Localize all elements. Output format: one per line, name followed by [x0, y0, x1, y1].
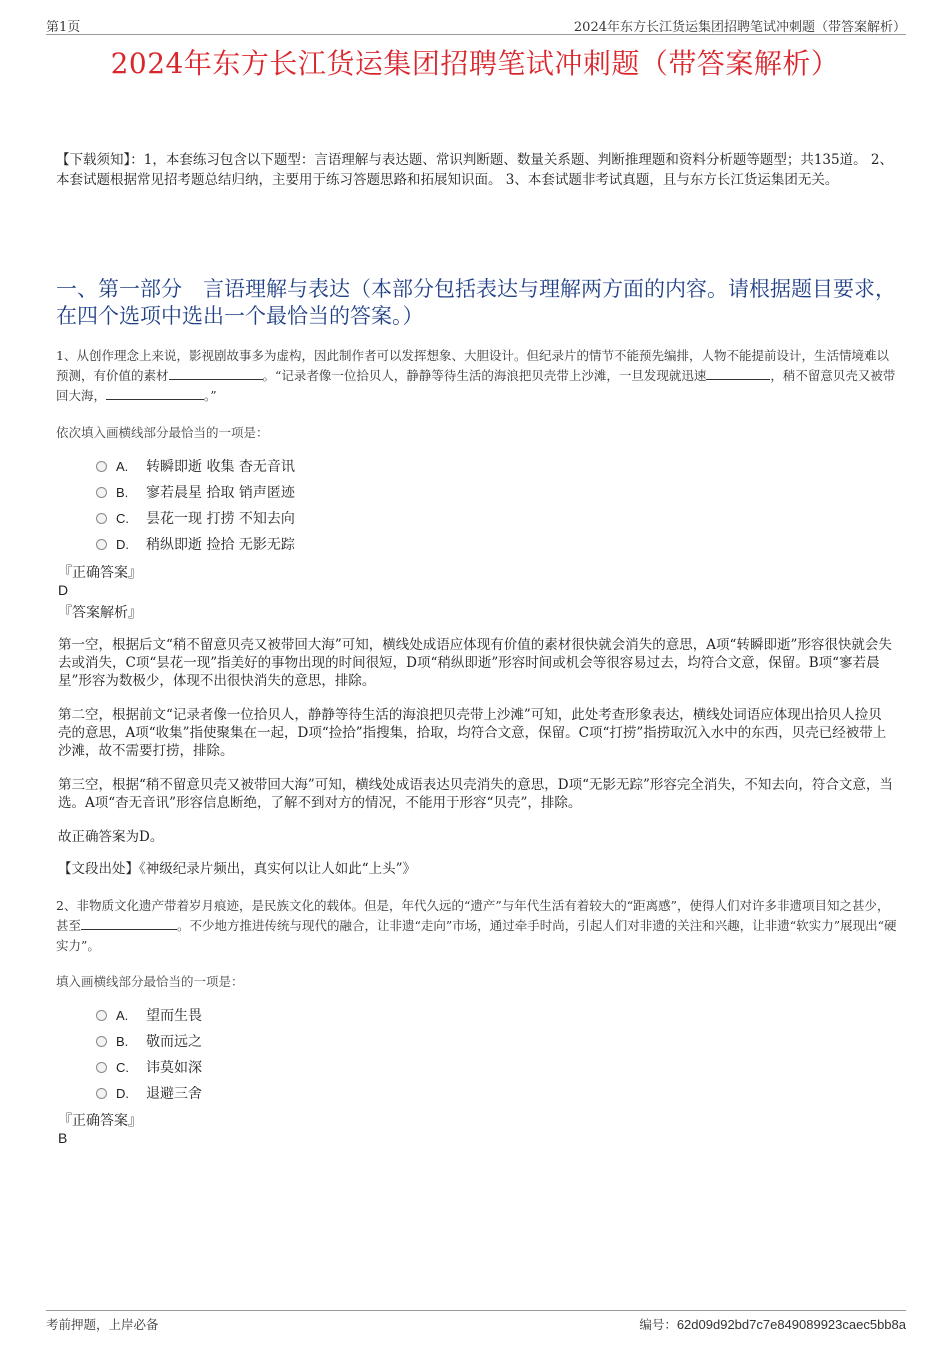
code-label: 编号：	[639, 1317, 677, 1332]
q1-text-part-4: 。”	[204, 388, 217, 403]
radio-button[interactable]	[96, 1036, 107, 1047]
analysis-paragraph-1: 第一空，根据后文“稍不留意贝壳又被带回大海”可知，横线处成语应体现有价值的素材很快就会消失的意思，A项“转瞬即逝”形容很快就会失去或消失，C项“昙花一现”指美好的事物出现的时间很短，D项“稍纵即逝”形容时间或机会等很容易过去，均符合文意，保留。B项“寥若晨星”形容为数极少，体现不出很快消失的意思，排除。	[58, 637, 892, 689]
fill-blank-2	[706, 366, 770, 380]
document-title: 2024年东方长江货运集团招聘笔试冲刺题（带答案解析）	[110, 47, 840, 80]
q1-option-d[interactable]: D. 稍纵即逝 捡拾 无影无踪	[96, 534, 295, 554]
question-1-stem	[56, 346, 900, 406]
radio-button[interactable]	[96, 1062, 107, 1073]
q1-answer-label: 『正确答案』	[58, 565, 142, 581]
question-2-stem	[56, 896, 900, 956]
q2-answer: B	[58, 1130, 68, 1146]
q2-option-c[interactable]: C. 讳莫如深	[96, 1057, 202, 1077]
q2-option-d[interactable]: D. 退避三舍	[96, 1083, 202, 1103]
q2-option-a[interactable]: A. 望而生畏	[96, 1005, 202, 1025]
section-heading: 一、第一部分 言语理解与表达（本部分包括表达与理解两方面的内容。请根据题目要求，在四个选项中选出一个最恰当的答案。）	[56, 277, 896, 328]
q1-answer: D	[58, 582, 69, 598]
q1-option-c[interactable]: C. 昙花一现 打捞 不知去向	[96, 508, 295, 528]
page-number: 第1页	[46, 20, 81, 35]
radio-button[interactable]	[96, 513, 107, 524]
q2-instruction: 填入画横线部分最恰当的一项是：	[56, 974, 244, 989]
analysis-conclusion: 故正确答案为D。	[58, 829, 164, 845]
fill-blank	[81, 916, 177, 930]
radio-button[interactable]	[96, 539, 107, 550]
code-value: 62d09d92bd7c7e849089923caec5bb8a	[676, 1317, 906, 1332]
radio-button[interactable]	[96, 487, 107, 498]
source-citation: 【文段出处】《神级纪录片频出，真实何以让人如此“上头”》	[58, 861, 417, 877]
page-header	[46, 14, 906, 35]
radio-button[interactable]	[96, 1010, 107, 1021]
q2-option-b[interactable]: B. 敬而远之	[96, 1031, 202, 1051]
q1-instruction: 依次填入画横线部分最恰当的一项是：	[56, 425, 269, 440]
q1-analysis-label: 『答案解析』	[58, 605, 142, 621]
q1-text-part-2: 。“记录者像一位拾贝人，静静等待生活的海浪把贝壳带上沙滩，一旦发现就迅速	[262, 368, 707, 383]
analysis-paragraph-2: 第二空，根据前文“记录者像一位拾贝人，静静等待生活的海浪把贝壳带上沙滩”可知，此处考查形象表达，横线处词语应体现出拾贝人捡贝壳的意思，A项“收集”指使聚集在一起，D项“捡拾”指搜集，拾取，均符合文意，保留。C项“打捞”指捞取沉入水中的东西，贝壳已经被带上沙滩，故不需要打捞，排除。	[58, 707, 887, 759]
download-notice: 【下载须知】：1，本套练习包含以下题型：言语理解与表达题、常识判断题、数量关系题、判断推理题和资料分析题等题型；共135道。 2、本套试题根据常见招考题总结归纳，主要用于练习答题思路和拓展知识面。 3、本套试题非考试真题，且与东方长江货运集团无关。	[56, 152, 893, 188]
q2-text-part-2: 。不少地方推进传统与现代的融合，让非遗“走向”市场，通过牵手时尚，引起人们对非遗的关注和兴趣，让非遗“软实力”展现出“硬实力”。	[56, 918, 897, 953]
radio-button[interactable]	[96, 1088, 107, 1099]
header-doc-title: 2024年东方长江货运集团招聘笔试冲刺题（带答案解析）	[573, 20, 906, 35]
q1-text-part-1: 1、从创作理念上来说，影视剧故事多为虚构，因此制作者可以发挥想象、大胆设计。但纪录片的情节不能预先编排，人物不能提前设计，生活情境难以预测，有价值的素材	[56, 348, 889, 383]
fill-blank-1	[169, 366, 263, 380]
analysis-paragraph-3: 第三空，根据“稍不留意贝壳又被带回大海”可知，横线处成语表达贝壳消失的意思，D项“无影无踪”形容完全消失，不知去向，符合文意，当选。A项“杳无音讯”形容信息断绝，了解不到对方的情况，不能用于形容“贝壳”，排除。	[58, 777, 893, 811]
q2-answer-label: 『正确答案』	[58, 1113, 142, 1129]
footer-document-code	[639, 1315, 906, 1333]
radio-button[interactable]	[96, 461, 107, 472]
fill-blank-3	[106, 386, 204, 400]
q1-text-part-3: ，稍不留意贝壳又被带回大海，	[56, 368, 896, 403]
page-footer	[46, 1310, 906, 1332]
q2-text-part-1: 2、非物质文化遗产带着岁月痕迹，是民族文化的载体。但是，年代久远的“遗产”与年代生活有着较大的“距离感”，使得人们对许多非遗项目知之甚少，甚至	[56, 898, 890, 933]
q1-option-a[interactable]: A. 转瞬即逝 收集 杳无音讯	[96, 456, 295, 476]
q1-option-b[interactable]: B. 寥若晨星 拾取 销声匿迹	[96, 482, 295, 502]
footer-slogan: 考前押题，上岸必备	[46, 1317, 159, 1332]
